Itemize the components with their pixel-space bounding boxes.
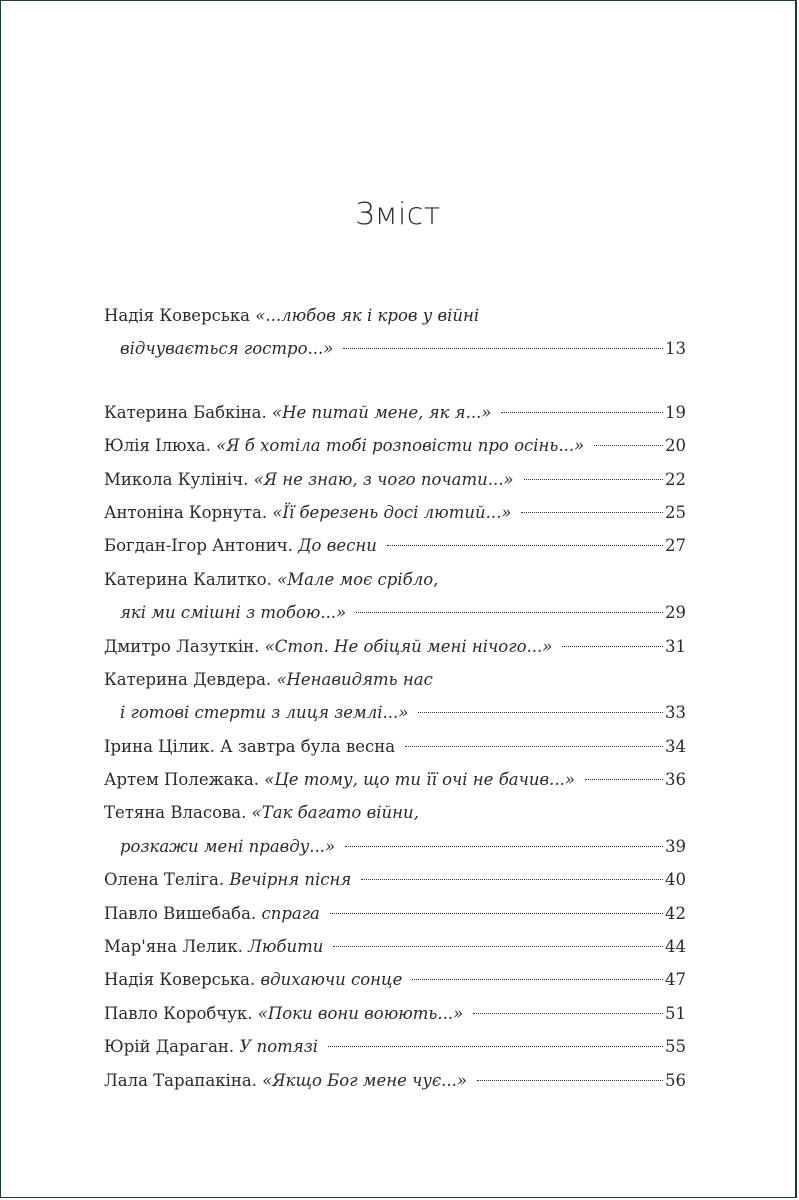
toc-work-title: Вечірня пісня [229,870,352,890]
dot-leader [328,1046,663,1047]
toc-work-title-continued: відчувається гостро...» [120,339,334,359]
toc-entry-line [104,429,686,462]
dot-leader [524,479,663,480]
toc-page-number: 47 [665,970,686,990]
toc-work-title-continued: і готові стерти з лиця землі...» [120,703,409,723]
toc-work-title: Любити [248,937,324,957]
dot-leader [473,1013,663,1014]
toc-author: Ірина Цілик. [104,736,215,756]
toc-entry-line [104,863,686,896]
toc-work-title: До весни [298,536,377,556]
toc-page-number: 39 [665,836,686,856]
toc-page-number: 55 [665,1037,686,1057]
dot-leader [345,846,663,847]
toc-page-number: 44 [665,937,686,957]
toc-page-number: 20 [665,436,686,456]
dot-leader [418,712,663,713]
toc-work-title: А завтра була весна [220,736,396,756]
toc-entry[interactable] [104,897,686,930]
table-of-contents [104,299,686,1097]
toc-entry[interactable] [104,997,686,1030]
toc-entry-line [104,596,686,629]
toc-work-title: У потязі [239,1037,318,1057]
toc-entry[interactable] [104,563,686,630]
toc-entry[interactable] [104,663,686,730]
toc-work-title: «Я б хотіла тобі розповісти про осінь...» [216,436,585,456]
toc-author: Олена Теліга. [104,870,225,890]
dot-leader [412,979,663,980]
toc-entry-line [104,496,686,529]
toc-page-number: 25 [665,502,686,522]
toc-work-title: спрага [261,903,320,923]
toc-entry[interactable] [104,763,686,796]
toc-entry[interactable] [104,496,686,529]
toc-author: Надія Коверська [104,306,251,325]
toc-page-number: 34 [665,736,686,756]
toc-page-number: 36 [665,770,686,790]
toc-entry[interactable] [104,1030,686,1063]
toc-author: Лала Тарапакіна. [104,1070,257,1090]
dot-leader [594,445,663,446]
toc-page-number: 42 [665,903,686,923]
toc-work-title: «Ненавидять нас [276,669,433,689]
toc-page-number: 19 [665,402,686,422]
toc-entry[interactable] [104,630,686,663]
toc-entry-line [104,730,686,763]
dot-leader [477,1080,663,1081]
toc-entry[interactable] [104,1064,686,1097]
toc-entry-line [104,1064,686,1097]
toc-work-title: «Не питай мене, як я...» [271,402,492,422]
toc-entry[interactable] [104,463,686,496]
toc-entry-line [104,796,686,829]
toc-work-title-continued: розкажи мені правду...» [120,836,336,856]
toc-entry[interactable] [104,299,686,366]
toc-page-number: 31 [665,636,686,656]
toc-author: Катерина Бабкіна. [104,402,267,422]
dot-leader [356,612,663,613]
toc-page-number: 13 [665,339,686,359]
toc-entry-line [104,763,686,796]
toc-entry[interactable] [104,730,686,763]
dot-leader [521,512,663,513]
toc-author: Надія Коверська. [104,970,256,990]
toc-entry-line [104,897,686,930]
toc-work-title: «Мале моє срібло, [277,569,439,589]
toc-entry-line [104,997,686,1030]
toc-author: Юлія Ілюха. [104,436,211,456]
toc-entry-line [104,830,686,863]
toc-entry[interactable] [104,930,686,963]
toc-author: Павло Вишебаба. [104,903,257,923]
dot-leader [562,646,663,647]
toc-entry[interactable] [104,396,686,429]
toc-author: Тетяна Власова. [104,803,247,823]
toc-entry[interactable] [104,529,686,562]
toc-entry-line [104,1030,686,1063]
toc-entry[interactable] [104,963,686,996]
toc-entry-line [104,529,686,562]
dot-leader [343,348,663,349]
toc-page-number: 33 [665,703,686,723]
toc-work-title: «Це тому, що ти її очі не бачив...» [264,770,575,790]
toc-entry-line [104,696,686,729]
toc-work-title: «Поки вони воюють...» [257,1003,464,1023]
page-title: Зміст [355,197,441,232]
toc-page-number: 51 [665,1003,686,1023]
dot-leader [333,946,663,947]
toc-author: Катерина Девдера. [104,669,272,689]
toc-author: Антоніна Корнута. [104,502,268,522]
toc-entry-line [104,930,686,963]
toc-entry-line [104,963,686,996]
dot-leader [585,779,663,780]
toc-author: Катерина Калитко. [104,569,272,589]
toc-page-number: 40 [665,870,686,890]
toc-entry[interactable] [104,796,686,863]
toc-entry-line [104,396,686,429]
toc-entry-line [104,563,686,596]
toc-author: Мар'яна Лелик. [104,937,243,957]
dot-leader [387,545,663,546]
dot-leader [501,412,663,413]
toc-entry-line [104,630,686,663]
toc-author: Павло Коробчук. [104,1003,253,1023]
toc-author: Микола Кулініч. [104,469,249,489]
toc-work-title: «Стоп. Не обіцяй мені нічого...» [264,636,553,656]
toc-entry[interactable] [104,863,686,896]
toc-work-title: «...любов як і кров у війні [255,306,480,325]
toc-entry-line [104,299,686,332]
toc-author: Артем Полежака. [104,770,260,790]
toc-author: Дмитро Лазуткін. [104,636,260,656]
toc-work-title: «Якщо Бог мене чує...» [262,1070,468,1090]
toc-work-title: «Так багато війни, [251,803,419,823]
toc-page-number: 29 [665,603,686,623]
toc-page-number: 22 [665,469,686,489]
toc-work-title: «Її березень досі лютий...» [272,502,512,522]
toc-entry-line [104,663,686,696]
toc-author: Юрій Дараган. [104,1037,235,1057]
toc-author: Богдан-Ігор Антонич. [104,536,293,556]
toc-work-title: «Я не знаю, з чого почати...» [253,469,514,489]
dot-leader [405,746,663,747]
toc-page-number: 56 [665,1070,686,1090]
toc-entry-line [104,332,686,365]
toc-entry-line [104,463,686,496]
toc-entry[interactable] [104,429,686,462]
toc-work-title-continued: які ми смішні з тобою...» [120,603,347,623]
dot-leader [330,913,663,914]
toc-page-number: 27 [665,536,686,556]
toc-work-title: вдихаючи сонце [260,970,403,990]
dot-leader [361,879,663,880]
